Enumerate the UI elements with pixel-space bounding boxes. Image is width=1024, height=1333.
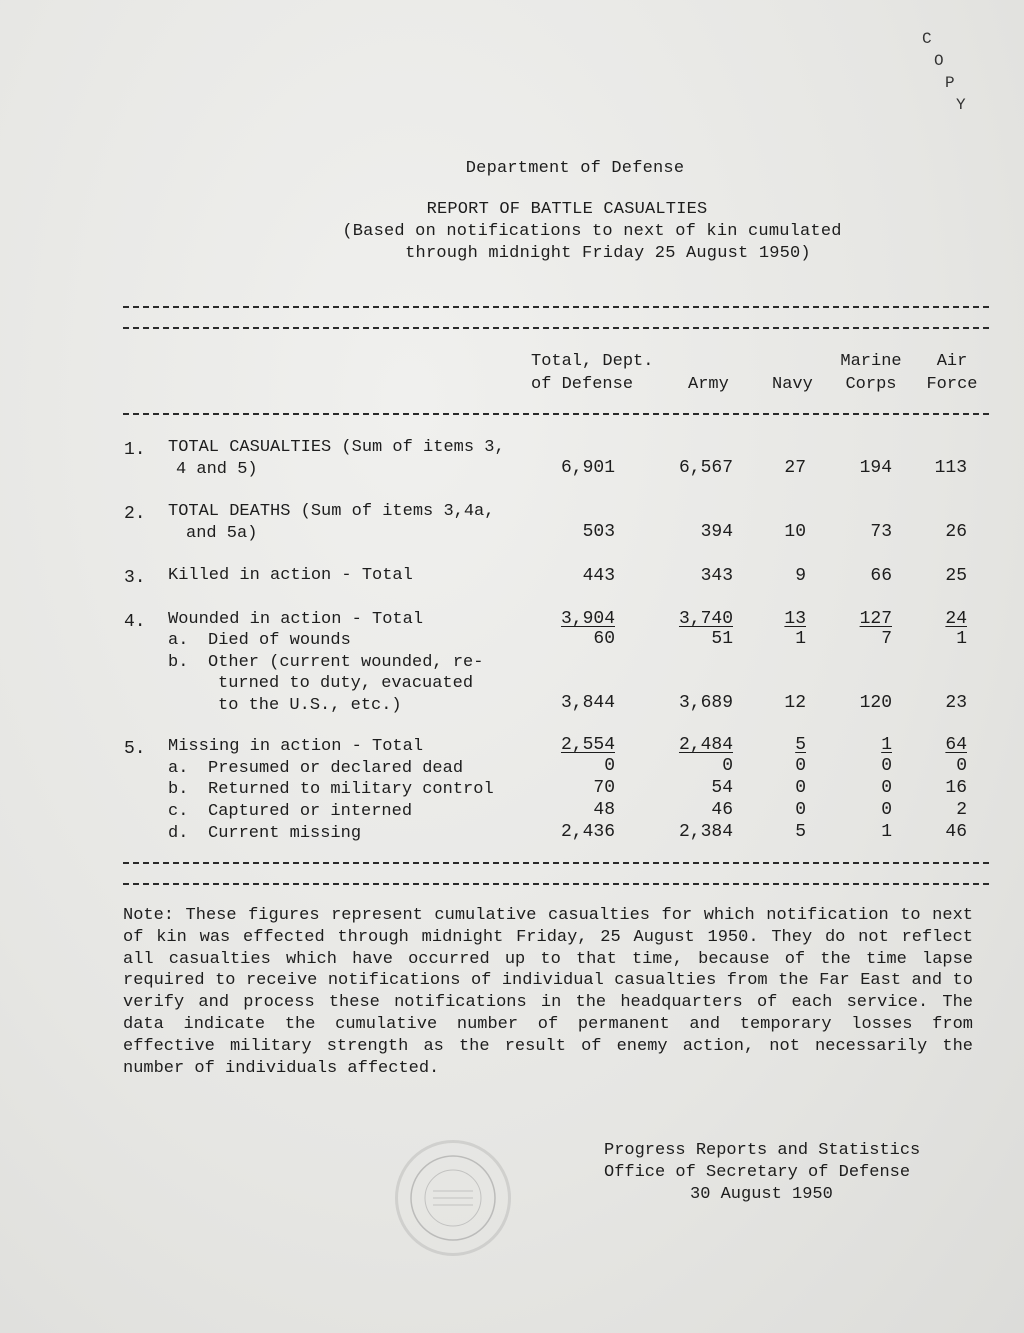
- report-subtitle-line1: (Based on notifications to next of kin cumulated: [342, 222, 842, 241]
- row-5b-navy: 0: [795, 778, 806, 798]
- row-1-airforce: 113: [934, 458, 967, 478]
- row-1-label-line2: 4 and 5): [176, 460, 258, 479]
- row-5a-army: 0: [722, 756, 733, 776]
- row-2-navy: 10: [784, 522, 806, 542]
- row-2-marine: 73: [870, 522, 892, 542]
- row-5c-letter: c.: [168, 802, 189, 821]
- row-4a-marine: 7: [881, 629, 892, 649]
- row-1-number: 1.: [124, 440, 146, 460]
- row-5-navy: 5: [795, 735, 806, 755]
- row-1-label-line1: TOTAL CASUALTIES (Sum of items 3,: [168, 438, 505, 457]
- copy-mark-p: P: [945, 74, 955, 92]
- row-5a-navy: 0: [795, 756, 806, 776]
- row-5c-army: 46: [711, 800, 733, 820]
- row-4b-label-line3: to the U.S., etc.): [218, 696, 402, 715]
- department-title: Department of Defense: [465, 159, 685, 178]
- col-marine-header: Marine Corps: [840, 352, 902, 394]
- signature-date: 30 August 1950: [690, 1185, 833, 1204]
- row-5a-total: 0: [604, 756, 615, 776]
- top-rule-2: [123, 327, 989, 329]
- row-5a-marine: 0: [881, 756, 892, 776]
- row-5d-airforce: 46: [945, 822, 967, 842]
- row-5-marine: 1: [881, 735, 892, 755]
- report-title: REPORT OF BATTLE CASUALTIES: [426, 200, 708, 219]
- row-4-army: 3,740: [678, 609, 733, 629]
- row-2-label-line1: TOTAL DEATHS (Sum of items 3,4a,: [168, 502, 495, 521]
- row-4b-marine: 120: [859, 693, 892, 713]
- row-5c-marine: 0: [881, 800, 892, 820]
- copy-mark-o: O: [934, 52, 944, 70]
- footnote: Note: These figures represent cumulative casualties for which notification to next of kin was effected through midnight Friday, 25 August 1950. They do not reflect all casualties which have occurred up to that time, because of the time lapse required to receive notifications of individual casualties from the Far East and to verify and process these notifications in the headquarters of each service. The data indicate the cumulative number of permanent and temporary losses from effective military strength as the result of enemy action, not necessarily the number of individuals affected.: [123, 906, 973, 1078]
- row-1-total: 6,901: [560, 458, 615, 478]
- row-5b-letter: b.: [168, 780, 189, 799]
- copy-mark-c: C: [922, 30, 932, 48]
- row-5d-navy: 5: [795, 822, 806, 842]
- row-5-airforce: 64: [945, 735, 967, 755]
- row-1-navy: 27: [784, 458, 806, 478]
- row-5d-marine: 1: [881, 822, 892, 842]
- row-5-total: 2,554: [560, 735, 615, 755]
- row-4a-army: 51: [711, 629, 733, 649]
- row-4a-total: 60: [593, 629, 615, 649]
- row-3-marine: 66: [870, 566, 892, 586]
- col-total-header: Total, Dept. of Defense: [531, 352, 654, 394]
- row-4b-label-line1: Other (current wounded, re-: [208, 653, 484, 672]
- row-5d-total: 2,436: [560, 822, 615, 842]
- row-3-army: 343: [700, 566, 733, 586]
- row-3-airforce: 25: [945, 566, 967, 586]
- row-5a-airforce: 0: [956, 756, 967, 776]
- row-4-number: 4.: [124, 612, 146, 632]
- row-4-label: Wounded in action - Total: [168, 610, 424, 629]
- row-4-marine: 127: [859, 609, 892, 629]
- row-2-army: 394: [700, 522, 733, 542]
- row-4b-airforce: 23: [945, 693, 967, 713]
- row-5b-total: 70: [593, 778, 615, 798]
- row-3-total: 443: [582, 566, 615, 586]
- row-4b-navy: 12: [784, 693, 806, 713]
- row-4a-navy: 1: [795, 629, 806, 649]
- header-rule: [123, 413, 989, 415]
- bottom-rule-1: [123, 862, 989, 864]
- row-3-navy: 9: [795, 566, 806, 586]
- row-5d-label: Current missing: [208, 824, 362, 843]
- row-3-label: Killed in action - Total: [168, 566, 413, 585]
- row-5-army: 2,484: [678, 735, 733, 755]
- row-5d-letter: d.: [168, 824, 189, 843]
- row-2-airforce: 26: [945, 522, 967, 542]
- row-5b-label: Returned to military control: [208, 780, 494, 799]
- row-1-army: 6,567: [678, 458, 733, 478]
- row-5d-army: 2,384: [678, 822, 733, 842]
- row-5a-letter: a.: [168, 759, 189, 778]
- row-5c-total: 48: [593, 800, 615, 820]
- signature-line1: Progress Reports and Statistics: [604, 1141, 921, 1160]
- row-2-label-line2: and 5a): [186, 524, 258, 543]
- row-4a-airforce: 1: [956, 629, 967, 649]
- col-army-header: Army: [688, 375, 729, 394]
- row-5-number: 5.: [124, 739, 146, 759]
- row-1-marine: 194: [859, 458, 892, 478]
- row-4b-army: 3,689: [678, 693, 733, 713]
- row-5b-army: 54: [711, 778, 733, 798]
- row-4-airforce: 24: [945, 609, 967, 629]
- row-3-number: 3.: [124, 568, 146, 588]
- top-rule-1: [123, 306, 989, 308]
- row-4b-letter: b.: [168, 653, 189, 672]
- archive-stamp-graphic: [398, 1143, 508, 1253]
- row-5b-airforce: 16: [945, 778, 967, 798]
- row-5c-label: Captured or interned: [208, 802, 413, 821]
- col-airforce-header: Air Force: [926, 352, 978, 394]
- row-4-total: 3,904: [560, 609, 615, 629]
- row-5a-label: Presumed or declared dead: [208, 759, 464, 778]
- row-2-total: 503: [582, 522, 615, 542]
- row-4b-label-line2: turned to duty, evacuated: [218, 674, 474, 693]
- bottom-rule-2: [123, 883, 989, 885]
- row-4a-letter: a.: [168, 631, 189, 650]
- signature-line2: Office of Secretary of Defense: [604, 1163, 911, 1182]
- archive-stamp: [395, 1140, 511, 1256]
- row-4b-total: 3,844: [560, 693, 615, 713]
- row-5-label: Missing in action - Total: [168, 737, 424, 756]
- row-4-navy: 13: [784, 609, 806, 629]
- col-navy-header: Navy: [772, 375, 813, 394]
- row-2-number: 2.: [124, 504, 146, 524]
- row-5b-marine: 0: [881, 778, 892, 798]
- row-5c-navy: 0: [795, 800, 806, 820]
- report-subtitle-line2: through midnight Friday 25 August 1950): [405, 244, 811, 263]
- copy-mark-y: Y: [956, 96, 966, 114]
- row-5c-airforce: 2: [956, 800, 967, 820]
- row-4a-label: Died of wounds: [208, 631, 351, 650]
